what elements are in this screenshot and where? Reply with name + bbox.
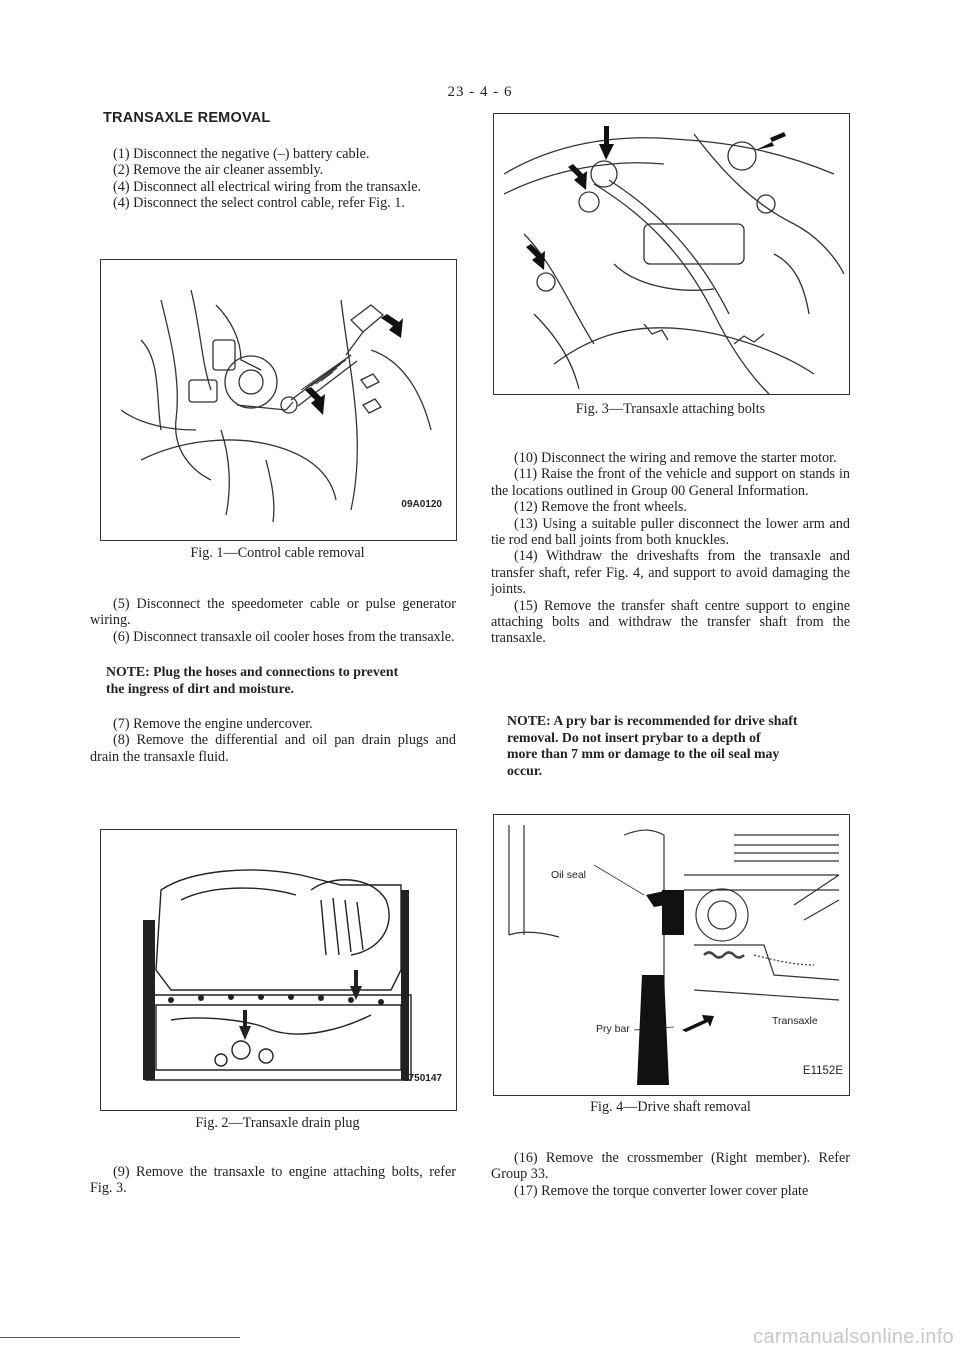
note-plug-hoses <box>93 664 473 697</box>
transaxle-drain-illustration <box>101 830 456 1110</box>
watermark[interactable]: carmanualsonline.info <box>753 1326 954 1348</box>
figure-4-code: E1152E <box>802 1065 843 1077</box>
right-steps-b <box>491 1150 850 1199</box>
step-17: (17) Remove the torque converter lower cover plate <box>514 1182 809 1199</box>
right-steps-a <box>491 450 850 647</box>
step-7: (7) Remove the engine undercover. <box>113 716 313 732</box>
drive-shaft-illustration <box>494 815 849 1095</box>
figure-3-caption: Fig. 3—Transaxle attaching bolts <box>575 401 766 417</box>
figure-2-drain-plug <box>100 829 457 1111</box>
figure-2-code: 1750147 <box>403 1073 442 1084</box>
note-pry-bar <box>494 713 870 779</box>
page-number: 23 - 4 - 6 <box>447 84 513 100</box>
step-11: (11) Raise the front of the vehicle and support on stands in the locations outlined in Group 00 General Information. <box>491 466 850 499</box>
footer-rule <box>0 1337 240 1338</box>
left-steps-b <box>90 716 456 765</box>
step-8: (8) Remove the differential and oil pan drain plugs and drain the transaxle fluid. <box>90 732 456 765</box>
figure-4-caption: Fig. 4—Drive shaft removal <box>590 1099 751 1115</box>
note-2-line-3: more than 7 mm or damage to the oil seal may <box>507 746 780 761</box>
figure-3-attaching-bolts <box>493 113 850 395</box>
attaching-bolts-illustration <box>494 114 849 394</box>
left-intro-steps <box>90 146 456 212</box>
transaxle-label: Transaxle <box>772 1015 818 1027</box>
step-14: (14) Withdraw the driveshafts from the transaxle and transfer shaft, refer Fig. 4, and support to avoid damaging the joints. <box>491 548 850 598</box>
step-6: (6) Disconnect transaxle oil cooler hoses from the transaxle. <box>113 628 455 645</box>
step-15: (15) Remove the transfer shaft centre support to engine attaching bolts and withdraw the transfer shaft from the transaxle. <box>491 597 850 647</box>
section-heading: TRANSAXLE REMOVAL <box>103 110 271 126</box>
control-cable-illustration <box>101 260 456 540</box>
step-4b: (4) Disconnect the select control cable, refer Fig. 1. <box>113 195 405 212</box>
left-steps-a <box>90 596 456 645</box>
step-5: (5) Disconnect the speedometer cable or pulse generator wiring. <box>90 596 456 629</box>
step-2: (2) Remove the air cleaner assembly. <box>113 162 324 179</box>
figure-1-code: 09A0120 <box>401 499 442 510</box>
figure-2-caption: Fig. 2—Transaxle drain plug <box>195 1115 360 1131</box>
step-13: (13) Using a suitable puller disconnect the lower arm and tie rod end ball joints from both knuckles. <box>491 515 850 549</box>
step-16: (16) Remove the crossmember (Right member). Refer Group 33. <box>491 1150 850 1183</box>
pry-bar-label: Pry bar <box>596 1023 630 1035</box>
step-1: (1) Disconnect the negative (–) battery cable. <box>113 146 370 162</box>
note-1-line-1: NOTE: Plug the hoses and connections to prevent <box>106 664 399 679</box>
figure-1-control-cable <box>100 259 457 541</box>
figure-1-caption: Fig. 1—Control cable removal <box>190 545 365 561</box>
note-2-line-2: removal. Do not insert prybar to a depth of <box>507 729 761 745</box>
step-9: (9) Remove the transaxle to engine attaching bolts, refer Fig. 3. <box>90 1164 456 1197</box>
oil-seal-label: Oil seal <box>551 869 587 881</box>
step-12: (12) Remove the front wheels. <box>514 499 687 516</box>
step-4a: (4) Disconnect all electrical wiring from the transaxle. <box>113 178 422 195</box>
figure-4-drive-shaft <box>493 814 850 1096</box>
note-2-line-1: NOTE: A pry bar is recommended for drive shaft <box>507 713 798 728</box>
left-steps-c <box>90 1164 456 1197</box>
note-1-line-2: the ingress of dirt and moisture. <box>106 680 295 696</box>
note-2-line-4: occur. <box>507 762 543 778</box>
step-10: (10) Disconnect the wiring and remove the starter motor. <box>514 450 837 466</box>
